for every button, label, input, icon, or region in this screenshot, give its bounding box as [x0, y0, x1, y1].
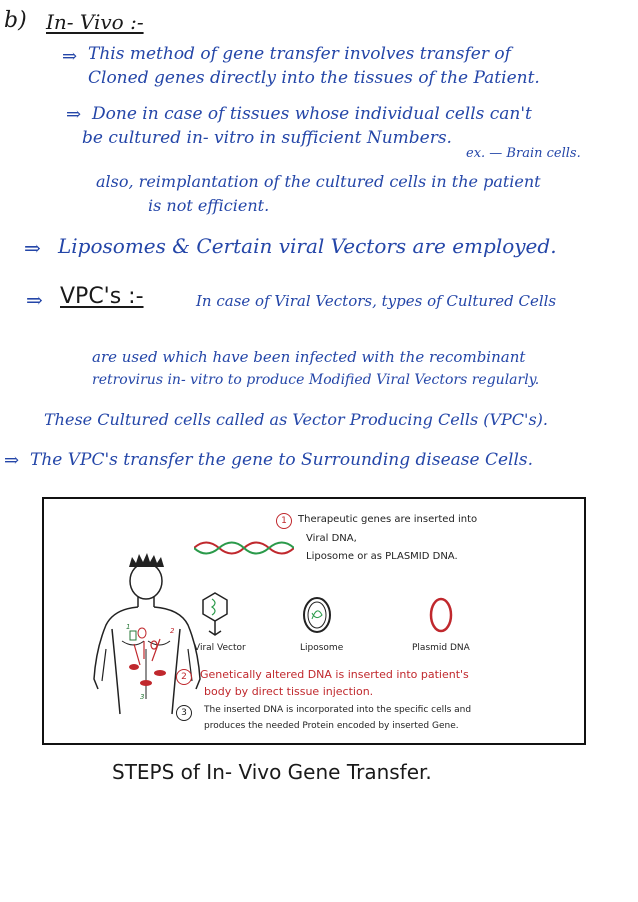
step-number-3: 3: [176, 705, 192, 721]
body-step-number: 1: [126, 623, 131, 631]
step3-line2: produces the needed Protein encoded by inserted Gene.: [204, 721, 459, 731]
vpc-line5: The VPC's transfer the gene to Surrounding disease Cells.: [30, 450, 534, 470]
arrow-icon: ⇒: [66, 104, 82, 125]
label-viral-vector: Viral Vector: [194, 643, 246, 653]
step1-line3: Liposome or as PLASMID DNA.: [306, 551, 458, 562]
body-step-number: 2: [170, 627, 175, 635]
arrow-icon: ⇒: [26, 288, 43, 312]
point4-text: Liposomes & Certain viral Vectors are employed.: [58, 234, 557, 258]
step1-line1: Therapeutic genes are inserted into: [298, 514, 478, 525]
vpc-title: VPC's :-: [60, 284, 144, 309]
human-body-figure: [84, 549, 214, 729]
arrow-icon: ⇒: [4, 450, 20, 471]
viral-vector-icon: [200, 591, 230, 641]
point1-line1: This method of gene transfer involves transfer of: [88, 44, 511, 64]
section-label: b): [4, 8, 27, 33]
dna-strand-icon: [194, 537, 294, 559]
step2-line2: body by direct tissue injection.: [204, 685, 374, 698]
point3-line1: also, reimplantation of the cultured cells in the patient: [96, 172, 541, 191]
label-liposome: Liposome: [300, 643, 344, 653]
arrow-icon: ⇒: [24, 236, 41, 260]
vpc-line3: retrovirus in- vitro to produce Modified Viral Vectors regularly.: [92, 372, 540, 388]
point3-line2: is not efficient.: [148, 196, 270, 215]
vpc-line1: In case of Viral Vectors, types of Cultured Cells: [196, 292, 557, 310]
diagram-box: [42, 497, 586, 745]
point2-line1: Done in case of tissues whose individual cells can't: [92, 104, 532, 124]
vpc-line4: These Cultured cells called as Vector Producing Cells (VPC's).: [44, 410, 548, 429]
section-title: In- Vivo :-: [46, 10, 144, 34]
step1-line2: Viral DNA,: [306, 533, 357, 544]
step-number-1: 1: [276, 513, 292, 529]
step-number-2: 2: [176, 669, 192, 685]
body-step-number: 3: [140, 693, 145, 701]
label-plasmid-dna: Plasmid DNA: [412, 643, 470, 653]
step3-line1: The inserted DNA is incorporated into the specific cells and: [204, 705, 472, 715]
plasmid-icon: [426, 595, 456, 635]
liposome-icon: [302, 595, 332, 635]
point2-example: ex. — Brain cells.: [466, 146, 581, 161]
point1-line2: Cloned genes directly into the tissues of the Patient.: [88, 68, 540, 88]
arrow-icon: ⇒: [62, 46, 78, 67]
diagram-caption: STEPS of In- Vivo Gene Transfer.: [112, 760, 432, 784]
step2-line1: Genetically altered DNA is inserted into patient's: [200, 668, 469, 681]
point2-line2: be cultured in- vitro in sufficient Numbers.: [82, 128, 452, 148]
vpc-line2: are used which have been infected with the recombinant: [92, 348, 526, 366]
